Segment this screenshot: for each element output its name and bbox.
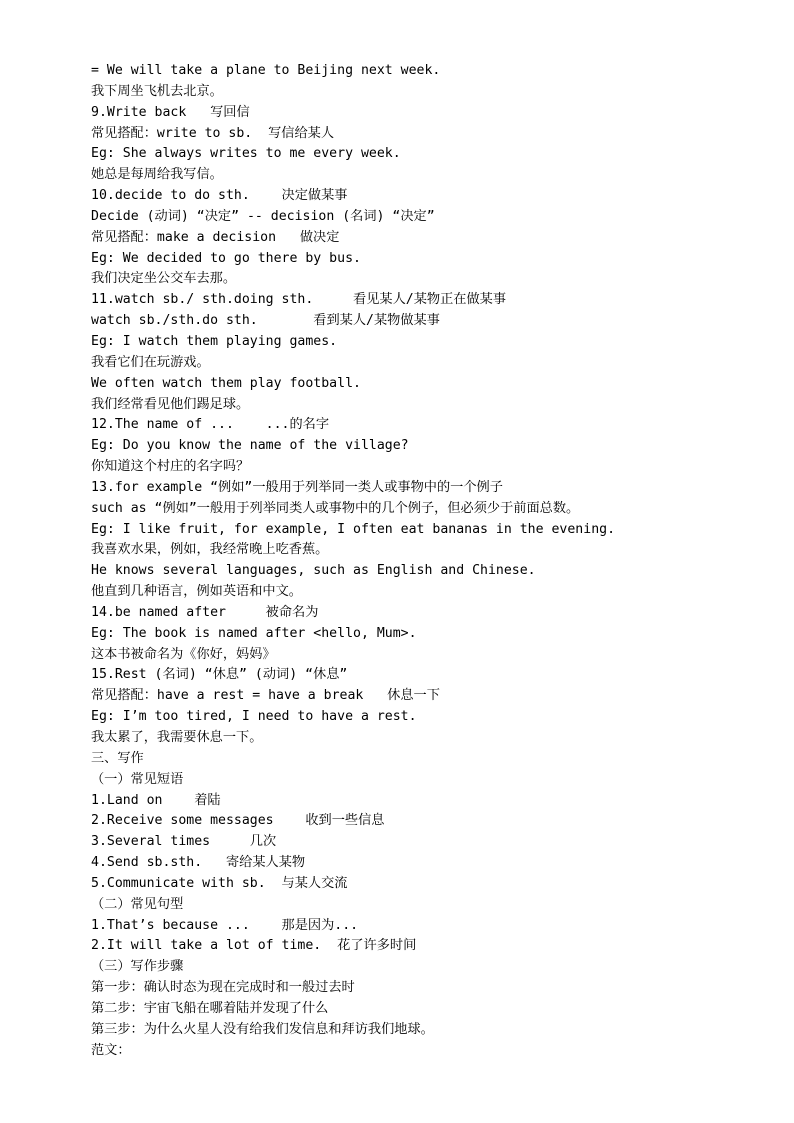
text-line: 你知道这个村庄的名字吗？	[91, 459, 250, 475]
text-line: 常见搭配：have a rest = have a break 休息一下	[91, 688, 440, 704]
text-line: 15.Rest (名词) “休息” (动词) “休息”	[91, 667, 348, 683]
text-line: （二）常见句型	[91, 896, 184, 912]
text-line: 我下周坐飞机去北京。	[91, 83, 223, 99]
text-line: 我喜欢水果，例如，我经常晚上吃香蕉。	[91, 542, 329, 558]
text-line: 2.It will take a lot of time. 花了许多时间	[91, 938, 417, 954]
text-line: Eg: We decided to go there by bus.	[91, 250, 361, 266]
text-line: 范文：	[91, 1042, 131, 1058]
text-line: 常见搭配：make a decision 做决定	[91, 229, 340, 245]
text-line: 1.Land on 着陆	[91, 792, 221, 808]
document-page	[91, 61, 711, 1062]
text-line: 11.watch sb./ sth.doing sth. 看见某人/某物正在做某事	[91, 292, 507, 308]
text-line: 10.decide to do sth. 决定做某事	[91, 188, 348, 204]
text-line: 4.Send sb.sth. 寄给某人某物	[91, 855, 306, 871]
text-line: Decide (动词) “决定” -- decision (名词) “决定”	[91, 208, 435, 224]
text-line: 9.Write back 写回信	[91, 104, 250, 120]
text-line: Eg: The book is named after <hello, Mum>.	[91, 625, 417, 641]
text-line: 我太累了，我需要休息一下。	[91, 730, 263, 745]
text-line: 第一步：确认时态为现在完成时和一般过去时	[91, 980, 355, 996]
text-line: 14.be named after 被命名为	[91, 604, 319, 620]
text-line: Eg: Do you know the name of the village?	[91, 438, 409, 454]
text-line: 我们经常看见他们踢足球。	[91, 396, 250, 412]
text-line: 第二步：宇宙飞船在哪着陆并发现了什么	[91, 1000, 329, 1016]
text-line: 我们决定坐公交车去那。	[91, 271, 237, 287]
text-line: 12.The name of ... ...的名字	[91, 417, 330, 433]
text-line: We often watch them play football.	[91, 375, 361, 391]
text-line: 1.That’s because ... 那是因为...	[91, 917, 359, 933]
text-line: 3.Several times 几次	[91, 834, 277, 850]
text-line: Eg: She always writes to me every week.	[91, 146, 401, 162]
text-line: He knows several languages, such as English and Chinese.	[91, 563, 536, 579]
text-line: 三、写作	[91, 750, 144, 766]
text-line: Eg: I watch them playing games.	[91, 333, 338, 349]
text-line: such as “例如”一般用于列举同类人或事物中的几个例子，但必须少于前面总数。	[91, 500, 580, 516]
text-line: watch sb./sth.do sth. 看到某人/某物做某事	[91, 313, 440, 329]
text-line: 她总是每周给我写信。	[91, 167, 223, 183]
text-line: 这本书被命名为《你好，妈妈》	[91, 646, 276, 662]
text-line: Eg: I’m too tired, I need to have a rest.	[91, 709, 417, 725]
text-line: Eg: I like fruit, for example, I often eat bananas in the evening.	[91, 521, 616, 537]
text-line: 5.Communicate with sb. 与某人交流	[91, 875, 348, 891]
text-line: 他直到几种语言，例如英语和中文。	[91, 584, 302, 600]
text-line: 2.Receive some messages 收到一些信息	[91, 813, 385, 829]
text-line: 我看它们在玩游戏。	[91, 354, 210, 370]
text-line: 常见搭配：write to sb. 写信给某人	[91, 125, 335, 141]
text-line: 13.for example “例如”一般用于列举同一类人或事物中的一个例子	[91, 479, 503, 495]
text-line: （一）常见短语	[91, 771, 184, 787]
text-line: （三）写作步骤	[91, 959, 184, 975]
text-line: = We will take a plane to Beijing next week.	[91, 63, 441, 78]
text-line: 第三步：为什么火星人没有给我们发信息和拜访我们地球。	[91, 1021, 434, 1037]
